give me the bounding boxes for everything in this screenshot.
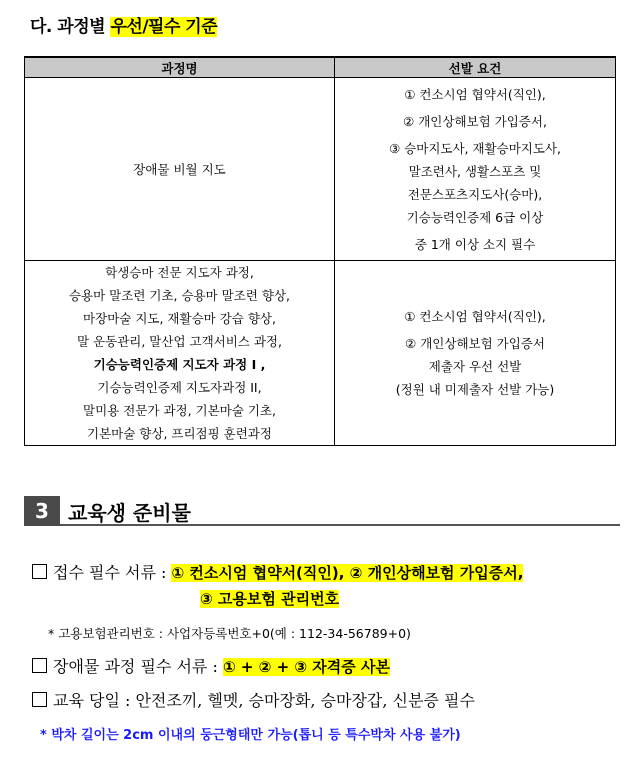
table-row [25, 261, 616, 446]
course-line: 마장마술 지도, 재활승마 강습 향상, [83, 311, 276, 326]
section-3-header [24, 496, 624, 528]
course-cell [25, 261, 335, 446]
requirement-line: 말조련사, 생활스포츠 및 [408, 163, 542, 179]
section-divider [60, 524, 620, 526]
course-line: 장애물 비월 지도 [133, 161, 226, 177]
requirement-line: ② 개인상해보험 가입증서, [403, 113, 547, 129]
course-line: 기승능력인증제 지도자 과정 I , [93, 357, 266, 372]
requirement-line: ① 컨소시엄 협약서(직인), [404, 309, 546, 324]
requirement-line: (정원 내 미제출자 선발 가능) [395, 382, 555, 397]
requirement-line: 제출자 우선 선발 [428, 359, 522, 374]
checkbox-icon [32, 658, 47, 673]
course-line: 기본마술 향상, 프리점핑 훈련과정 [87, 426, 272, 441]
section-number-badge: 3 [24, 496, 60, 526]
spur-warning: * 박차 길이는 2cm 이내의 둥근형태만 가능(톱니 등 특수박차 사용 불가) [40, 728, 461, 743]
training-day-label: 교육 당일 : 안전조끼, 헬멧, 승마장화, 승마장갑, 신분증 필수 [53, 691, 475, 710]
header-requirements: 선발 요건 [335, 57, 616, 78]
requirement-line: ③ 승마지도사, 재활승마지도사, [388, 140, 561, 156]
insurance-number-note: * 고용보험관리번호 : 사업자등록번호+0(예 : 112-34-56789+0) [48, 626, 411, 641]
section-d-highlight: 우선/필수 기준 [110, 17, 218, 37]
header-course: 과정명 [25, 57, 335, 78]
table-row [25, 78, 616, 261]
course-line: 말미용 전문가 과정, 기본마술 기초, [83, 403, 276, 418]
requirement-line: ② 개인상해보험 가입증서 [405, 336, 545, 351]
section-d-title [30, 12, 217, 37]
checkbox-icon [32, 564, 47, 579]
course-line: 학생승마 전문 지도자 과정, [105, 265, 254, 280]
checkbox-icon [32, 692, 47, 707]
course-line: 승용마 말조련 기초, 승용마 말조련 향상, [68, 288, 290, 303]
training-day-item [32, 688, 475, 711]
requirement-line: 기승능력인증제 6급 이상 [406, 209, 544, 225]
course-cell [25, 78, 335, 261]
required-docs-item [32, 560, 523, 583]
requirements-cell [335, 78, 616, 261]
course-line: 기승능력인증제 지도자과정 II, [97, 380, 262, 395]
section-3-title: 교육생 준비물 [68, 501, 191, 525]
requirement-line: 전문스포츠지도사(승마), [407, 186, 543, 202]
requirements-cell [335, 261, 616, 446]
required-docs-highlight-1: ① 컨소시엄 협약서(직인), ② 개인상해보험 가입증서, [171, 564, 524, 582]
course-requirements-table [24, 56, 616, 446]
course-line: 말 운동관리, 말산업 고객서비스 과정, [77, 334, 282, 349]
requirement-line: ① 컨소시엄 협약서(직인), [404, 86, 546, 102]
table-header-row [25, 57, 616, 78]
obstacle-docs-item [32, 654, 390, 677]
requirement-line: 중 1개 이상 소지 필수 [414, 236, 536, 252]
required-docs-item-cont [200, 588, 339, 609]
obstacle-docs-label: 장애물 과정 필수 서류 : [53, 657, 218, 676]
section-d-prefix: 다. 과정별 [30, 17, 111, 37]
required-docs-label: 접수 필수 서류 : [53, 563, 167, 582]
obstacle-docs-highlight: ① + ② + ③ 자격증 사본 [222, 658, 390, 676]
required-docs-highlight-2: ③ 고용보험 관리번호 [200, 590, 340, 608]
